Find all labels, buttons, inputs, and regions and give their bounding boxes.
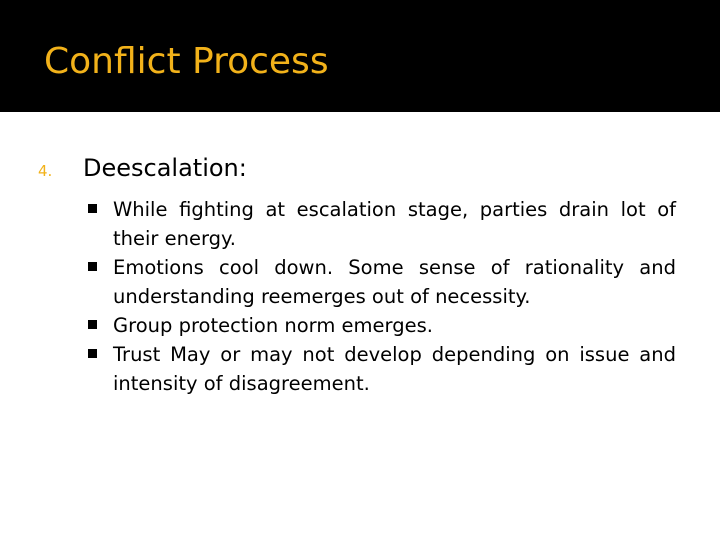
bullet-text: Group protection norm emerges.	[113, 314, 433, 337]
section-heading: Deescalation:	[83, 154, 247, 182]
bullet-text: Trust May or may not develop depending on issue and intensity of disagreement.	[113, 343, 676, 395]
square-bullet-icon	[88, 349, 97, 358]
bullet-item	[86, 195, 676, 253]
square-bullet-icon	[88, 204, 97, 213]
bullet-list	[86, 195, 676, 398]
title-bar	[0, 0, 720, 112]
bullet-item	[86, 311, 676, 340]
square-bullet-icon	[88, 320, 97, 329]
bullet-text: Emotions cool down. Some sense of rationality and understanding reemerges out of necessity.	[113, 256, 676, 308]
section-heading-row	[38, 151, 678, 187]
square-bullet-icon	[88, 262, 97, 271]
slide-title: Conflict Process	[44, 41, 329, 82]
bullet-text: While fighting at escalation stage, parties drain lot of their energy.	[113, 198, 676, 250]
section-number: 4.	[38, 162, 53, 180]
bullet-item	[86, 253, 676, 311]
bullet-item	[86, 340, 676, 398]
